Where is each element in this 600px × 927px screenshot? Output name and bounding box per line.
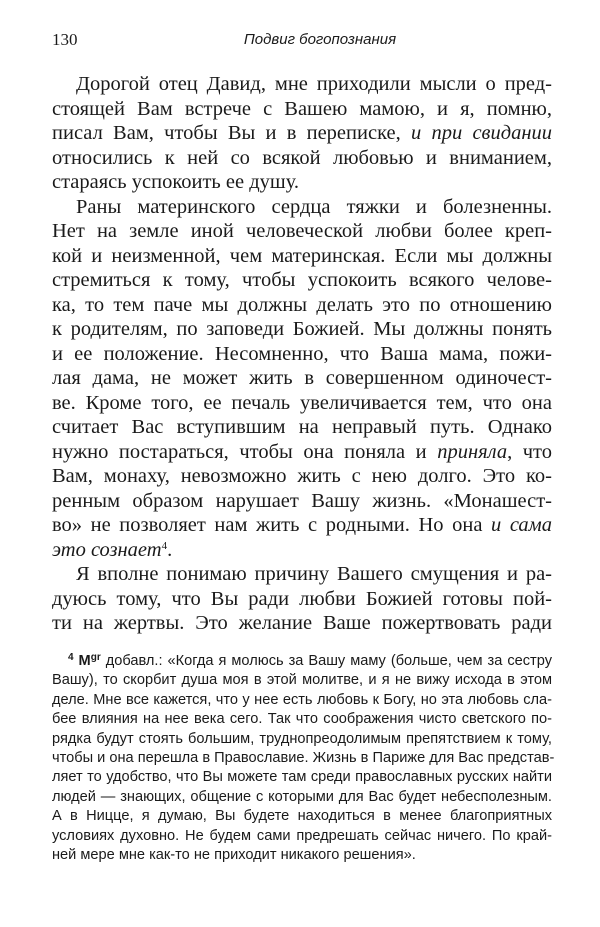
footnote-line: рядка будут стоять большим, труднопреодолимым препятствием к тому,	[52, 730, 552, 747]
italic-emphasis: и сама	[491, 514, 552, 536]
text-line: кой и неизменной, чем материнская. Если мы должны	[52, 244, 552, 267]
footnote-line	[52, 652, 552, 671]
main-text	[52, 72, 552, 636]
footnote-author-sup: gr	[90, 652, 101, 663]
text-line: лая дама, не может жить в совершенном одиночест-	[52, 367, 552, 389]
footnote-line: ней мере мне как-то не приходит никакого решения».	[52, 846, 416, 863]
text-run: нужно постараться, чтобы она поняла и	[52, 440, 438, 463]
italic-emphasis: приняла	[437, 440, 508, 463]
page-header	[52, 28, 552, 52]
text-line	[52, 513, 552, 538]
footnote	[52, 652, 555, 865]
footnote-author: M	[78, 653, 91, 669]
footnote-line: условиях духовно. Не будем сами предрешать сейчас ничего. По край-	[52, 827, 552, 844]
text-line: ве. Кроме того, ее печаль увеличивается тем, что она	[52, 391, 552, 414]
text-line: дуюсь тому, что Вы ради любви Божией готовы пой-	[52, 587, 552, 610]
text-line: Я вполне понимаю причину Вашего смущения и ра-	[76, 563, 552, 585]
text-line: относились к ней со всякой любовью и вниманием,	[52, 146, 552, 169]
text-line: ка, то тем паче мы должны делать это по отношению	[52, 293, 552, 316]
text-line: считает Вас вступившим на неправый путь. Однако	[52, 416, 552, 438]
text-line: стоящей Вам встрече с Вашею мамою, и я, помню,	[52, 97, 552, 120]
text-line: ти на жертвы. Это желание Ваше пожертвовать ради	[52, 612, 552, 634]
text-line	[52, 121, 552, 146]
text-line: стараясь успокоить ее душу.	[52, 171, 300, 193]
text-line: Вам, монаху, невозможно жить с нею долго. Это ко-	[52, 465, 552, 487]
footnote-line: Вашу), то скорбит душа моя в этой молитве, и я не вижу исхода в этом	[52, 672, 552, 689]
text-line: ренным образом нарушает Вашу жизнь. «Монашест-	[52, 489, 552, 512]
footnote-marker: 4	[68, 652, 74, 663]
footnote-line: чтобы и она перешла в Православие. Жизнь в Париже для Вас представ-	[52, 749, 555, 766]
text-line: к родителям, по заповеди Божией. Мы должны понять	[52, 318, 552, 340]
running-title: Подвиг богопознания	[243, 31, 397, 48]
footnote-line: деле. Мне все кажется, что у нее есть любовь к Богу, но эта любовь сла-	[52, 691, 552, 708]
text-line: и ее положение. Несомненно, что Ваша мама, пожи-	[52, 342, 552, 365]
text-line	[52, 440, 552, 465]
footnote-line: А в Ницце, я думаю, Вы будете находиться в менее благоприятных	[52, 808, 552, 825]
text-line	[52, 538, 552, 563]
footnote-line: людей — знающих, общение с которыми для Вас будет небесполезным.	[52, 788, 552, 805]
footnote-line: ляет то удобство, что Вы можете там среди православных русских найти	[52, 769, 552, 786]
italic-emphasis: и при свидании	[410, 122, 552, 144]
footnote-reference[interactable]: 4	[161, 539, 168, 552]
text-line: Раны материнского сердца тяжки и болезненны.	[76, 195, 552, 218]
text-run: писал Вам, чтобы Вы и в переписке,	[52, 122, 411, 144]
text-line: Дорогой отец Давид, мне приходили мысли о пред-	[76, 73, 552, 95]
footnote-line: бее влияния на нее века сего. Так что соображения чисто светского по-	[52, 711, 552, 728]
text-run: , что	[507, 440, 552, 463]
text-run: добавл.: «Когда я молюсь за Вашу маму (больше, чем за сестру	[100, 653, 552, 669]
text-run: .	[167, 538, 173, 561]
italic-emphasis: это сознает	[52, 538, 162, 561]
text-line: стремиться к тому, чтобы успокоить всякого челове-	[52, 269, 552, 291]
text-run: во» не позволяет нам жить с родными. Но она	[52, 514, 492, 536]
page-number: 130	[52, 30, 78, 49]
text-line: Нет на земле иной человеческой любви более креп-	[52, 220, 552, 242]
